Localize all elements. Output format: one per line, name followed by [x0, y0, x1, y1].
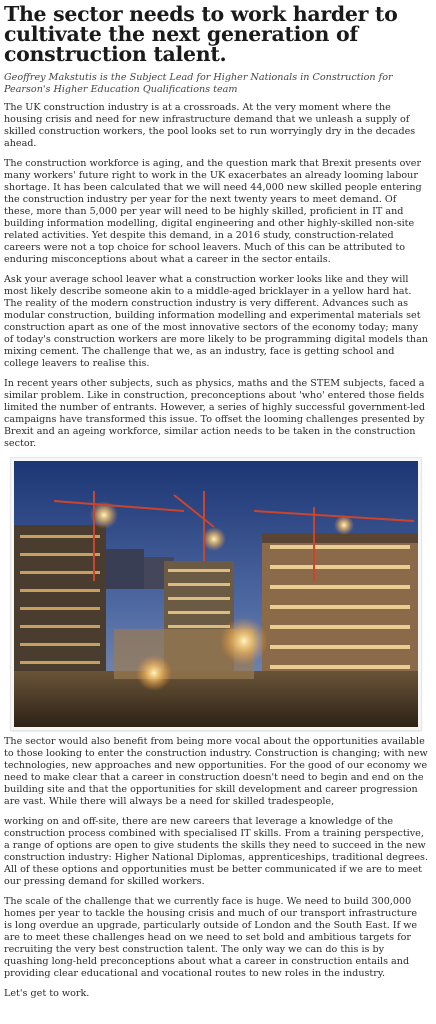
article-byline: Geoffrey Makstutis is the Subject Lead for Higher Nationals in Construction for Pearson's Higher Education Qualifications team	[4, 72, 393, 95]
article-paragraph: The UK construction industry is at a crossroads. At the very moment where the housing crisis and need for new infrastructure demand that we unleash a supply of skilled construction workers, the pool looks set to run worryingly dry in the decades ahead.	[4, 102, 416, 149]
article-closing-line: Let's get to work.	[4, 988, 90, 999]
article-photo-frame	[11, 458, 421, 730]
article-paragraph: The construction workforce is aging, and the question mark that Brexit presents over many workers' future right to work in the UK exacerbates an already looming labour shortage. It has been calculated that we will need 44,000 new skilled people entering the construction industry per year for the next twenty years to meet demand. Of these, more than 5,000 per year will need to be highly skilled, proficient in IT and building information modelling, digital engineering and other highly-skilled non-site related activities. Yet despite this demand, in a 2016 study, construction-related careers were not a top choice for school leavers. Much of this can be attributed to enduring misconceptions about what a career in the sector entails.	[4, 158, 422, 265]
article-paragraph: The sector would also benefit from being more vocal about the opportunities available to those looking to enter the construction industry. Construction is changing; with new technologies, new approaches and new opportunities. For the good of our economy we need to make clear that a career in construction doesn't need to begin and end on the building site and that the opportunities for skill development and career progression are vast. While there will always be a need for skilled tradespeople,	[4, 736, 428, 807]
article-paragraph: In recent years other subjects, such as physics, maths and the STEM subjects, faced a similar problem. Like in construction, preconceptions about 'who' entered those fields limited the number of entrants. However, a series of highly successful government-led campaigns have transformed this issue. To offset the looming challenges presented by Brexit and an ageing workforce, similar action needs to be taken in the construction sector.	[4, 378, 426, 449]
construction-site-photo	[14, 461, 418, 727]
article-paragraph: Ask your average school leaver what a construction worker looks like and they will most likely describe someone akin to a middle-aged bricklayer in a yellow hard hat. The reality of the modern construction industry is very different. Advances such as modular construction, building information modelling and experimental materials set construction apart as one of the most innovative sectors of the economy today; many of today's construction workers are more likely to be programming digital models than mixing cement. The challenge that we, as an industry, face is getting school and college leavers to realise this.	[4, 274, 428, 369]
article-headline: The sector needs to work harder to cultivate the next generation of construction talent.	[4, 2, 398, 66]
article-paragraph: The scale of the challenge that we currently face is huge. We need to build 300,000 homes per year to tackle the housing crisis and much of our transport infrastructure is long overdue an upgrade, particularly outside of London and the South East. If we are to meet these challenges head on we need to set bold and ambitious targets for recruiting the very best construction talent. The only way we can do this is by quashing long-held preconceptions about what a career in construction entails and providing clear educational and vocational routes to new roles in the industry.	[4, 896, 418, 979]
article-paragraph: working on and off-site, there are new careers that leverage a knowledge of the construction process combined with specialised IT skills. From a training perspective, a range of options are open to give students the skills they need to succeed in the new construction industry: Higher National Diplomas, apprenticeships, traditional degrees. All of these options and opportunities must be better communicated if we are to meet our pressing demand for skilled workers.	[4, 816, 429, 887]
